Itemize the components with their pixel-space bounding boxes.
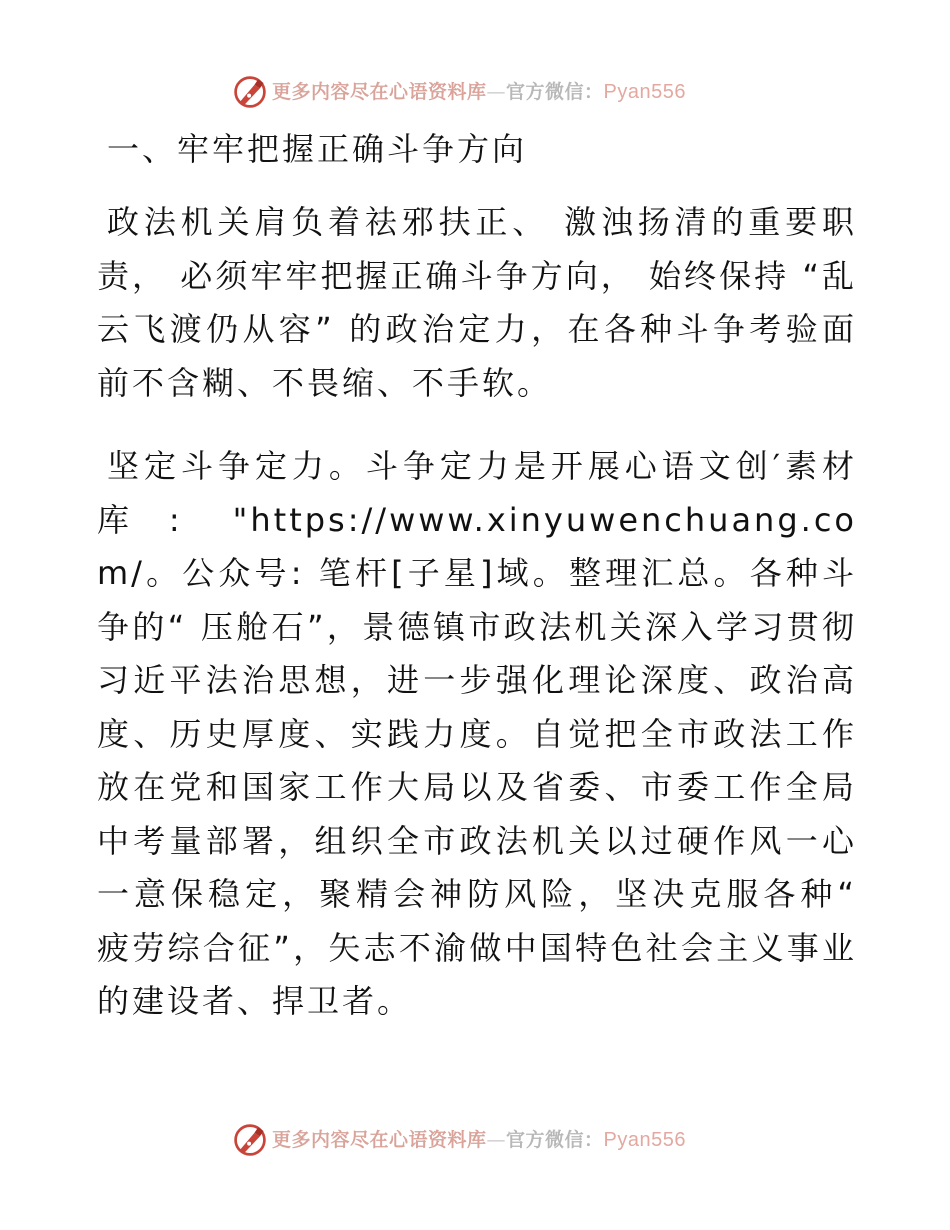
watermark-account: Pyan556: [603, 81, 686, 103]
document-body: [97, 122, 857, 1029]
body-paragraph: 坚定斗争定力。斗争定力是开展心语文创′素材库: "https://www.xinyuwenchuang.com/。公众号: 笔杆[子星]域。整理汇总。各种斗争的“ 压舱石”，景德镇市政法机关深入学习贯彻习近平法治思想，进一步强化理论深度、政治高度、历史厚度、实践力度。自觉把全市政法工作放在党和国家工作大局以及省委、市委工作全局中考量部署，组织全市政法机关以过硬作风一心一意保稳定，聚精会神防风险，坚决克服各种“ 疲劳综合征”，矢志不渝做中国特色社会主义事业的建设者、捍卫者。: [97, 447, 857, 1020]
pen-nib-logo-icon: [232, 74, 268, 110]
watermark-main-text: 更多内容尽在心语资料库: [272, 80, 487, 103]
section-heading: 一、牢牢把握正确斗争方向: [107, 130, 528, 168]
watermark-dash: —: [486, 80, 507, 103]
watermark-official-text: 官方微信：: [506, 80, 604, 103]
header-watermark: [232, 72, 752, 112]
watermark-official-text: 官方微信：: [506, 1128, 604, 1151]
body-paragraph: 政法机关肩负着祛邪扶正、 激浊扬清的重要职责， 必须牢牢把握正确斗争方向， 始终保持 “乱云飞渡仍从容” 的政治定力，在各种斗争考验面前不含糊、不畏缩、不手软。: [97, 203, 857, 402]
watermark-account: Pyan556: [603, 1129, 686, 1151]
footer-watermark: [232, 1120, 752, 1160]
watermark-main-text: 更多内容尽在心语资料库: [272, 1128, 487, 1151]
pen-nib-logo-icon: [232, 1122, 268, 1158]
watermark-dash: —: [486, 1128, 507, 1151]
